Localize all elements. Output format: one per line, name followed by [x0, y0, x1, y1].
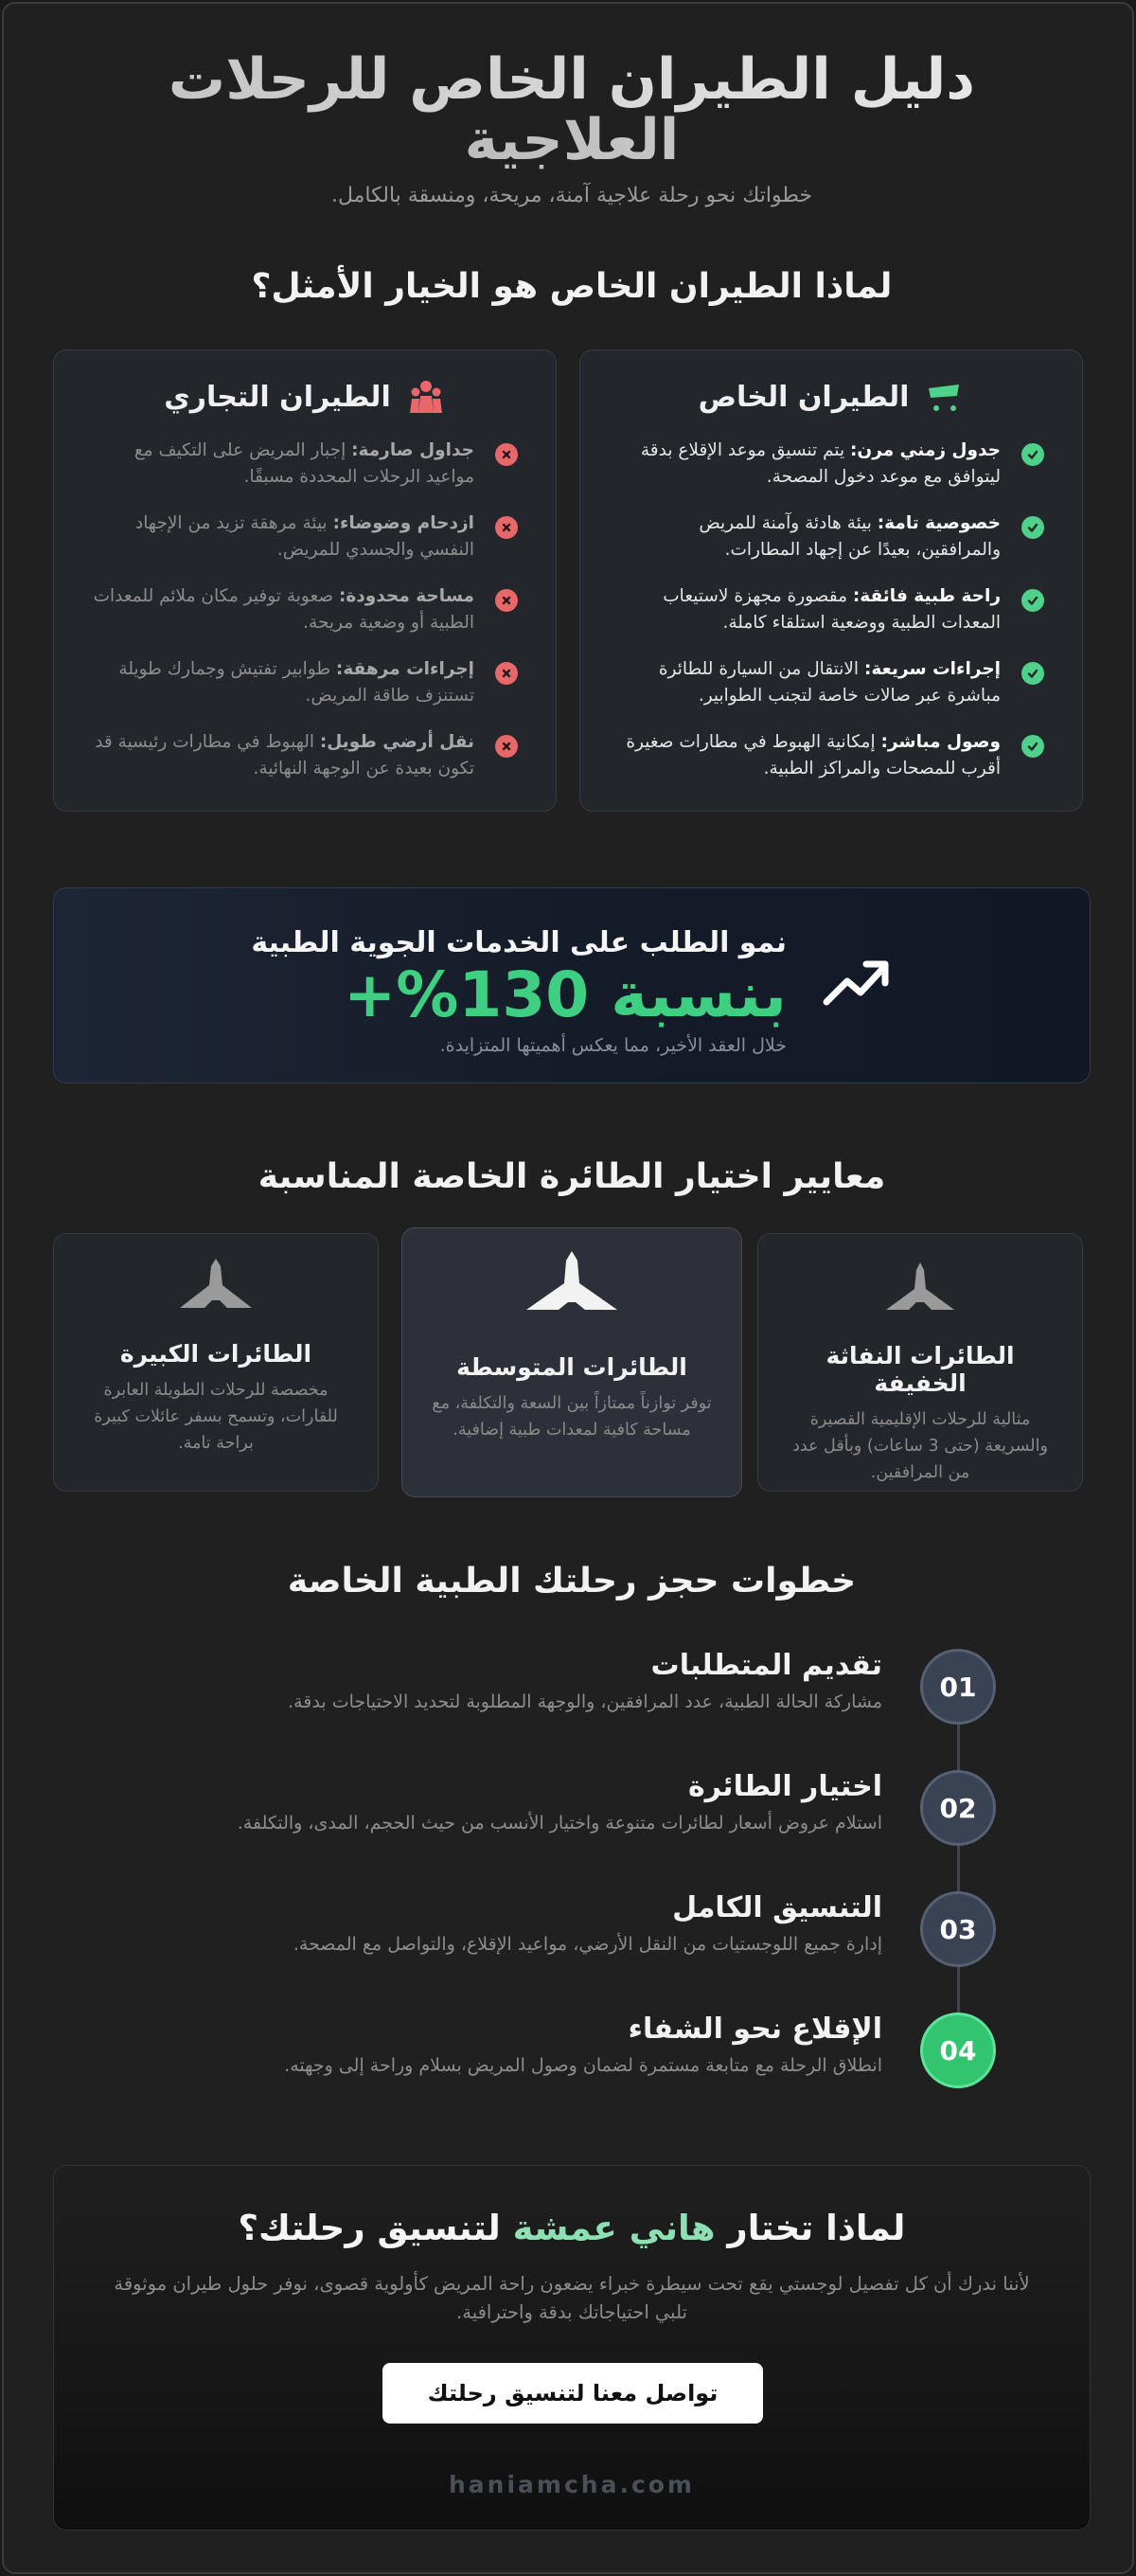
- check-icon: [1021, 589, 1044, 612]
- item-text: طوابير تفتيش وجمارك طويلة تستنزف طاقة المريض.: [118, 659, 474, 706]
- commercial-flight-item: [92, 583, 518, 636]
- x-icon: [495, 589, 518, 612]
- private-flight-header: [618, 379, 1044, 415]
- commercial-flight-item: [92, 729, 518, 782]
- comparison-section-title: لماذا الطيران الخاص هو الخيار الأمثل؟: [251, 267, 893, 306]
- check-icon: [1021, 516, 1044, 539]
- aircraft-card-description: مخصصة للرحلات الطويلة العابرة للقارات، وتسمح بسفر عائلات كبيرة براحة تامة.: [94, 1381, 338, 1453]
- step-number-active: 04: [920, 2012, 996, 2088]
- commercial-flight-item-text: [92, 729, 474, 782]
- commercial-flight-title: الطيران التجاري: [164, 380, 391, 414]
- aircraft-card-title: الطائرات الكبيرة: [119, 1340, 312, 1368]
- private-flight-item: [618, 656, 1044, 709]
- private-flight-title: الطيران الخاص: [698, 380, 910, 414]
- item-text: بيئة هادئة وآمنة للمريض والمرافقين، بعيدًا عن إجهاد المطارات.: [699, 513, 1001, 560]
- step-title: التنسيق الكامل: [672, 1891, 882, 1924]
- private-flight-item-text: [618, 438, 1001, 491]
- item-label: راحة طبية فائقة:: [852, 586, 1001, 606]
- aircraft-card-description: توفر توازناً ممتازاً بين السعة والتكلفة، مع مساحة كافية لمعدات طبية إضافية.: [432, 1394, 712, 1440]
- trending-up-icon: [823, 953, 891, 1011]
- commercial-flight-list: [92, 438, 518, 782]
- item-label: جداول صارمة:: [351, 440, 474, 460]
- aircraft-card-title: الطائرات النفاثة الخفيفة: [825, 1342, 1015, 1397]
- private-flight-item-text: [618, 729, 1001, 782]
- step-item: [125, 1647, 882, 1715]
- private-jet-icon: [924, 379, 964, 415]
- crowd-icon: [406, 379, 446, 415]
- commercial-flight-item: [92, 656, 518, 709]
- small-jet-icon: [787, 1261, 1054, 1321]
- growth-stat-value: بنسبة 130%+: [343, 958, 787, 1031]
- page-subtitle: خطواتك نحو رحلة علاجية آمنة، مريحة، ومنسقة بالكامل.: [330, 184, 812, 207]
- steps-timeline-line: [957, 1685, 960, 2054]
- aircraft-card-large-jets: [53, 1233, 379, 1492]
- commercial-flight-item-text: [92, 583, 474, 636]
- item-label: خصوصية تامة:: [877, 513, 1001, 533]
- step-title: تقديم المتطلبات: [650, 1649, 882, 1682]
- private-flight-card: [579, 349, 1083, 812]
- growth-stat-text: [219, 924, 787, 1059]
- step-item: [125, 1889, 882, 1958]
- commercial-flight-item-text: [92, 438, 474, 491]
- step-description: إدارة جميع اللوجستيات من النقل الأرضي، مواعيد الإقلاع، والتواصل مع المصحة.: [293, 1934, 882, 1955]
- step-number: 03: [920, 1891, 996, 1967]
- item-text: إمكانية الهبوط في مطارات صغيرة أقرب للمصحات والمراكز الطبية.: [626, 732, 1001, 778]
- aircraft-card-light-jets: [757, 1233, 1083, 1492]
- private-flight-item-text: [618, 583, 1001, 636]
- growth-stat-caption: خلال العقد الأخير، مما يعكس أهميتها المتزايدة.: [439, 1035, 787, 1056]
- x-icon: [495, 516, 518, 539]
- commercial-flight-item-text: [92, 656, 474, 709]
- item-label: إجراءات سريعة:: [863, 659, 1001, 679]
- step-description: مشاركة الحالة الطبية، عدد المرافقين، والوجهة المطلوبة لتحديد الاحتياجات بدقة.: [288, 1691, 882, 1712]
- commercial-flight-card: [53, 349, 557, 812]
- step-number: 01: [920, 1649, 996, 1725]
- cta-section: [53, 2165, 1091, 2531]
- growth-stat-heading: نمو الطلب على الخدمات الجوية الطبية: [251, 926, 787, 959]
- page-title: دليل الطيران الخاص للرحلات العلاجية: [168, 46, 976, 173]
- item-label: مساحة محدودة:: [338, 586, 474, 606]
- commercial-flight-item: [92, 510, 518, 564]
- private-flight-list: [618, 438, 1044, 782]
- brand-name: هاني عمشة: [512, 2208, 716, 2248]
- step-item: [125, 2011, 882, 2079]
- step-description: استلام عروض أسعار لطائرات متنوعة واختيار الأنسب من حيث الحجم، المدى، والتكلفة.: [237, 1813, 882, 1834]
- website-link[interactable]: haniamcha.com: [449, 2471, 695, 2498]
- aircraft-card-description: مثالية للرحلات الإقليمية القصيرة والسريعة (حتى 3 ساعات) وبأقل عدد من المرافقين.: [792, 1410, 1048, 1482]
- item-label: جدول زمني مرن:: [850, 440, 1001, 460]
- private-flight-item: [618, 729, 1044, 782]
- private-flight-item: [618, 583, 1044, 636]
- aircraft-card-mid-jets: [401, 1227, 742, 1497]
- item-text: يتم تنسيق موعد الإقلاع بدقة ليتوافق مع موعد دخول المصحة.: [640, 440, 1001, 487]
- commercial-flight-header: [92, 379, 518, 415]
- item-text: صعوبة توفير مكان ملائم للمعدات الطبية أو وضعية مريحة.: [93, 586, 474, 633]
- item-label: إجراءات مرهقة:: [335, 659, 474, 679]
- step-description: انطلاق الرحلة مع متابعة مستمرة لضمان وصول المريض بسلام وراحة إلى وجهته.: [284, 2055, 882, 2076]
- steps-section-title: خطوات حجز رحلتك الطبية الخاصة: [287, 1562, 857, 1601]
- x-icon: [495, 443, 518, 466]
- contact-button[interactable]: تواصل معنا لتنسيق رحلتك: [382, 2363, 763, 2424]
- item-text: الانتقال من السيارة للطائرة مباشرة عبر صالات خاصة لتجنب الطوابير.: [658, 659, 1001, 706]
- page-frame: [2, 2, 1134, 2574]
- cta-description: لأننا ندرك أن كل تفصيل لوجستي يقع تحت سيطرة خبراء يضعون راحة المريض كأولوية قصوى، نوفر حلول طيران موثوقة تلبي احتياجاتك بدقة واحترافية.: [114, 2273, 1030, 2323]
- check-icon: [1021, 443, 1044, 466]
- item-text: إجبار المريض على التكيف مع مواعيد الرحلات المحددة مسبقًا.: [133, 440, 474, 487]
- aircraft-section-title: معايير اختيار الطائرة الخاصة المناسبة: [257, 1157, 886, 1196]
- cta-title: لماذا تختار هاني عمشة لتنسيق رحلتك؟: [238, 2208, 906, 2248]
- growth-stat-banner: [53, 887, 1091, 1083]
- item-text: الهبوط في مطارات رئيسية قد تكون بعيدة عن الوجهة النهائية.: [95, 732, 474, 778]
- large-jet-icon: [82, 1257, 349, 1319]
- private-flight-item-text: [618, 656, 1001, 709]
- commercial-flight-item-text: [92, 510, 474, 564]
- check-icon: [1021, 662, 1044, 685]
- item-text: بيئة مرهقة تزيد من الإجهاد النفسي والجسدي للمريض.: [135, 513, 474, 560]
- item-label: نقل أرضي طويل:: [319, 732, 474, 752]
- aircraft-card-title: الطائرات المتوسطة: [456, 1353, 687, 1381]
- private-flight-item-text: [618, 510, 1001, 564]
- commercial-flight-item: [92, 438, 518, 491]
- check-icon: [1021, 735, 1044, 758]
- private-flight-item: [618, 510, 1044, 564]
- item-label: ازدحام وضوضاء:: [332, 513, 474, 533]
- x-icon: [495, 662, 518, 685]
- step-title: اختيار الطائرة: [687, 1770, 882, 1803]
- mid-jet-icon: [431, 1249, 713, 1321]
- item-text: مقصورة مجهزة لاستيعاب المعدات الطبية ووضعية استلقاء كاملة.: [663, 586, 1001, 633]
- step-title: الإقلاع نحو الشفاء: [628, 2012, 882, 2046]
- private-flight-item: [618, 438, 1044, 491]
- step-item: [125, 1768, 882, 1836]
- step-number: 02: [920, 1770, 996, 1846]
- item-label: وصول مباشر:: [880, 732, 1001, 752]
- x-icon: [495, 735, 518, 758]
